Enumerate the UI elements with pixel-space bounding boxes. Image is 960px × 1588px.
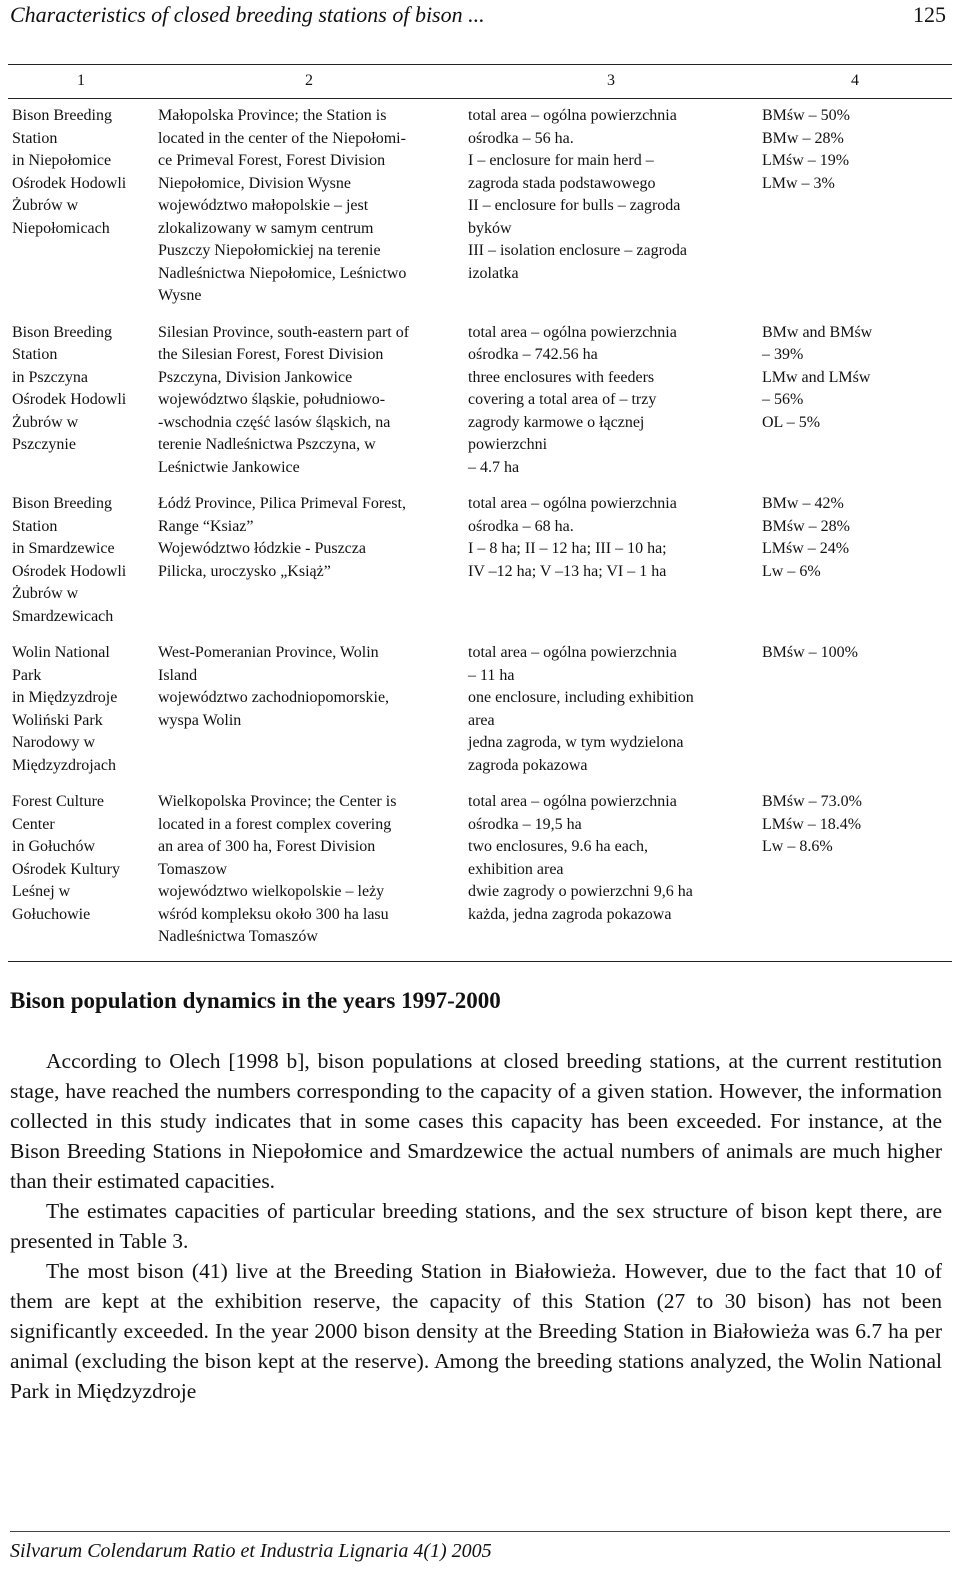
cell-name xyxy=(8,642,154,791)
cell-name xyxy=(8,493,154,642)
cell-text-line: Silesian Province, south-eastern part of xyxy=(158,323,410,341)
cell-text-line: Range “Ksiaz” xyxy=(158,517,254,535)
cell-text-line: – 4.7 ha xyxy=(468,458,520,476)
cell-text-line: Ośrodek Hodowli xyxy=(12,174,127,192)
cell-text-line: BMw and BMśw xyxy=(762,323,873,341)
cell-text-line: Station xyxy=(12,129,58,147)
cell-text-line: Wysne xyxy=(158,287,202,304)
cell-text-line: in Niepołomice xyxy=(12,152,112,169)
cell-text-line: covering a total area of – trzy xyxy=(468,391,657,408)
cell-text-line: Center xyxy=(12,815,55,833)
cell-text-line: dwie zagrody o powierzchni 9,6 ha xyxy=(468,883,693,900)
cell-text-line: każda, jedna zagroda pokazowa xyxy=(468,905,672,923)
cell-text-line: in Pszczyna xyxy=(12,368,88,386)
cell-text-line: in Smardzewice xyxy=(12,540,115,557)
cell-text-line: – 39% xyxy=(762,346,804,363)
cell-text-line: Gołuchowie xyxy=(12,905,91,923)
cell-text-line: terenie Nadleśnictwa Pszczyna, w xyxy=(158,436,376,453)
cell-text-line: wyspa Wolin xyxy=(158,711,242,729)
cell-habitat xyxy=(758,493,952,642)
table-row xyxy=(8,642,952,791)
cell-text-line: wśród kompleksu około 300 ha lasu xyxy=(158,905,389,923)
cell-text-line: the Silesian Forest, Forest Division xyxy=(158,346,384,363)
paragraph: According to Olech [1998 b], bison populations at closed breeding stations, at the current restitution stage, have reached the numbers corresponding to the capacity of a given station. However, the information collected in this study indicates that in some cases this capacity has been exceeded. For instance, at the Bison Breeding Stations in Niepołomice and Smardzewice the actual numbers of animals are much higher than their estimated capacities. xyxy=(10,1049,942,1193)
cell-text-line: OL – 5% xyxy=(762,413,821,431)
cell-text-line: BMśw – 50% xyxy=(762,107,851,124)
cell-habitat xyxy=(758,642,952,791)
cell-text-line: I – 8 ha; II – 12 ha; III – 10 ha; xyxy=(468,540,667,557)
cell-text-line: województwo wielkopolskie – leży xyxy=(158,883,385,900)
column-header: 3 xyxy=(607,72,615,90)
cell-text-line: Łódź Province, Pilica Primeval Forest, xyxy=(158,495,406,512)
cell-text-line: Island xyxy=(158,666,198,684)
cell-text-line: LMśw – 24% xyxy=(762,540,850,557)
cell-text-line: Woliński Park xyxy=(12,711,103,729)
cell-text-line: one enclosure, including exhibition xyxy=(468,689,694,706)
column-header: 1 xyxy=(77,72,85,90)
cell-text-line: I – enclosure for main herd – xyxy=(468,152,654,169)
cell-text-line: III – isolation enclosure – zagroda xyxy=(468,242,688,259)
cell-text-line: Pszczyna, Division Jankowice xyxy=(158,368,353,386)
cell-area xyxy=(464,791,758,961)
cell-text-line: izolatka xyxy=(468,264,519,282)
table-row xyxy=(8,99,952,322)
running-title: Characteristics of closed breeding stations of bison ... xyxy=(10,2,485,27)
table-row xyxy=(8,322,952,494)
cell-text-line: zagroda stada podstawowego xyxy=(468,174,656,192)
cell-name xyxy=(8,99,154,322)
cell-text-line: Niepołomicach xyxy=(12,219,110,237)
cell-text-line: ośrodka – 742.56 ha xyxy=(468,346,598,363)
cell-text-line: total area – ogólna powierzchnia xyxy=(468,323,677,341)
paragraph: The most bison (41) live at the Breeding Station in Białowieża. However, due to the fact that 10 of them are kept at the exhibition reserve, the capacity of this Station (27 to 30 bison) has not been significantly exceeded. In the year 2000 bison density at the Breeding Station in Białowieża was 6.7 ha per animal (excluding the bison kept at the reserve). Among the breeding stations analyzed, the Wolin National Park in Międzyzdroje xyxy=(10,1259,942,1403)
cell-text-line: Station xyxy=(12,517,58,535)
cell-text-line: LMśw – 18.4% xyxy=(762,815,862,833)
cell-text-line: jedna zagroda, w tym wydzielona xyxy=(468,734,684,751)
cell-text-line: Narodowy w xyxy=(12,734,96,751)
cell-location xyxy=(154,791,464,961)
cell-area xyxy=(464,322,758,494)
cell-name xyxy=(8,791,154,961)
cell-text-line: Pszczynie xyxy=(12,436,76,453)
cell-text-line: byków xyxy=(468,219,512,237)
cell-text-line: Park xyxy=(12,666,42,684)
cell-text-line: Lw – 8.6% xyxy=(762,838,833,855)
cell-text-line: in Międzyzdroje xyxy=(12,689,118,706)
cell-text-line: located in the center of the Niepołomi- xyxy=(158,129,406,147)
cell-text-line: Leśnictwie Jankowice xyxy=(158,458,300,476)
cell-area xyxy=(464,642,758,791)
running-header xyxy=(10,2,950,32)
cell-text-line: województwo małopolskie – jest xyxy=(158,197,369,214)
cell-text-line: BMw – 42% xyxy=(762,495,844,512)
table-row xyxy=(8,493,952,642)
cell-text-line: total area – ogólna powierzchnia xyxy=(468,644,677,661)
table-header-row xyxy=(8,65,952,99)
column-header: 4 xyxy=(851,72,859,90)
cell-text-line: IV –12 ha; V –13 ha; VI – 1 ha xyxy=(468,562,667,580)
page-number: 125 xyxy=(913,2,946,27)
cell-text-line: Forest Culture xyxy=(12,793,104,810)
cell-habitat xyxy=(758,322,952,494)
cell-text-line: Ośrodek Kultury xyxy=(12,860,120,878)
cell-text-line: West-Pomeranian Province, Wolin xyxy=(158,644,379,661)
cell-text-line: area xyxy=(468,711,495,729)
cell-text-line: Tomaszow xyxy=(158,860,228,878)
cell-text-line: Bison Breeding xyxy=(12,323,112,341)
cell-text-line: zlokalizowany w samym centrum xyxy=(158,219,374,237)
cell-text-line: LMśw – 19% xyxy=(762,152,850,169)
cell-text-line: Bison Breeding xyxy=(12,495,112,512)
cell-text-line: województwo śląskie, południowo- xyxy=(158,391,386,408)
cell-location xyxy=(154,99,464,322)
cell-text-line: Żubrów w xyxy=(12,413,79,431)
cell-text-line: Wielkopolska Province; the Center is xyxy=(158,793,397,810)
cell-text-line: Pilicka, uroczysko „Książ” xyxy=(158,562,331,580)
cell-text-line: zagrody karmowe o łącznej xyxy=(468,413,645,431)
cell-text-line: Smardzewicach xyxy=(12,607,114,625)
cell-text-line: ce Primeval Forest, Forest Division xyxy=(158,152,386,169)
cell-text-line: Żubrów w xyxy=(12,585,79,602)
journal-footer: Silvarum Colendarum Ratio et Industria Lignaria 4(1) 2005 xyxy=(10,1540,492,1562)
cell-name xyxy=(8,322,154,494)
footer-divider xyxy=(10,1531,950,1532)
cell-text-line: Ośrodek Hodowli xyxy=(12,391,127,408)
cell-text-line: LMw – 3% xyxy=(762,174,835,192)
paragraph: The estimates capacities of particular breeding stations, and the sex structure of bison kept there, are presented in Table 3. xyxy=(10,1199,942,1253)
stations-table-container xyxy=(8,64,952,962)
cell-text-line: in Gołuchów xyxy=(12,838,96,855)
cell-text-line: located in a forest complex covering xyxy=(158,815,392,833)
cell-text-line: Nadleśnictwa Tomaszów xyxy=(158,928,318,945)
cell-location xyxy=(154,493,464,642)
cell-area xyxy=(464,493,758,642)
cell-text-line: Lw – 6% xyxy=(762,562,821,580)
cell-text-line: total area – ogólna powierzchnia xyxy=(468,793,677,810)
stations-table xyxy=(8,64,952,962)
cell-text-line: II – enclosure for bulls – zagroda xyxy=(468,197,681,214)
cell-text-line: BMśw – 28% xyxy=(762,517,851,535)
table-row xyxy=(8,791,952,961)
cell-text-line: Żubrów w xyxy=(12,197,79,214)
cell-text-line: – 11 ha xyxy=(468,666,515,684)
cell-text-line: – 56% xyxy=(762,391,804,408)
cell-text-line: Nadleśnictwa Niepołomice, Leśnictwo xyxy=(158,264,407,282)
cell-text-line: BMśw – 73.0% xyxy=(762,793,863,810)
cell-text-line: Leśnej w xyxy=(12,883,71,900)
cell-text-line: -wschodnia część lasów śląskich, na xyxy=(158,413,391,431)
cell-text-line: ośrodka – 19,5 ha xyxy=(468,815,582,833)
cell-text-line: Województwo łódzkie - Puszcza xyxy=(158,540,366,557)
cell-text-line: województwo zachodniopomorskie, xyxy=(158,689,390,706)
cell-location xyxy=(154,322,464,494)
cell-text-line: ośrodka – 56 ha. xyxy=(468,129,574,147)
cell-location xyxy=(154,642,464,791)
cell-habitat xyxy=(758,791,952,961)
cell-text-line: powierzchni xyxy=(468,436,548,453)
cell-text-line: Wolin National xyxy=(12,644,110,661)
cell-text-line: exhibition area xyxy=(468,860,564,878)
cell-text-line: BMw – 28% xyxy=(762,129,844,147)
column-header: 2 xyxy=(305,72,313,90)
cell-habitat xyxy=(758,99,952,322)
cell-text-line: total area – ogólna powierzchnia xyxy=(468,495,677,512)
cell-text-line: BMśw – 100% xyxy=(762,644,859,661)
cell-area xyxy=(464,99,758,322)
cell-text-line: total area – ogólna powierzchnia xyxy=(468,107,677,124)
cell-text-line: an area of 300 ha, Forest Division xyxy=(158,838,376,855)
cell-text-line: zagroda pokazowa xyxy=(468,756,588,774)
cell-text-line: Ośrodek Hodowli xyxy=(12,562,127,580)
cell-text-line: Międzyzdrojach xyxy=(12,756,116,774)
cell-text-line: three enclosures with feeders xyxy=(468,368,655,386)
cell-text-line: Station xyxy=(12,346,58,363)
cell-text-line: Niepołomice, Division Wysne xyxy=(158,174,351,192)
cell-text-line: ośrodka – 68 ha. xyxy=(468,517,574,535)
cell-text-line: Bison Breeding xyxy=(12,107,112,124)
body-text xyxy=(10,1046,942,1406)
cell-text-line: LMw and LMśw xyxy=(762,368,871,386)
cell-text-line: Małopolska Province; the Station is xyxy=(158,107,387,124)
cell-text-line: Puszczy Niepołomickiej na terenie xyxy=(158,242,381,259)
section-heading: Bison population dynamics in the years 1997-2000 xyxy=(10,988,501,1013)
cell-text-line: two enclosures, 9.6 ha each, xyxy=(468,838,648,855)
